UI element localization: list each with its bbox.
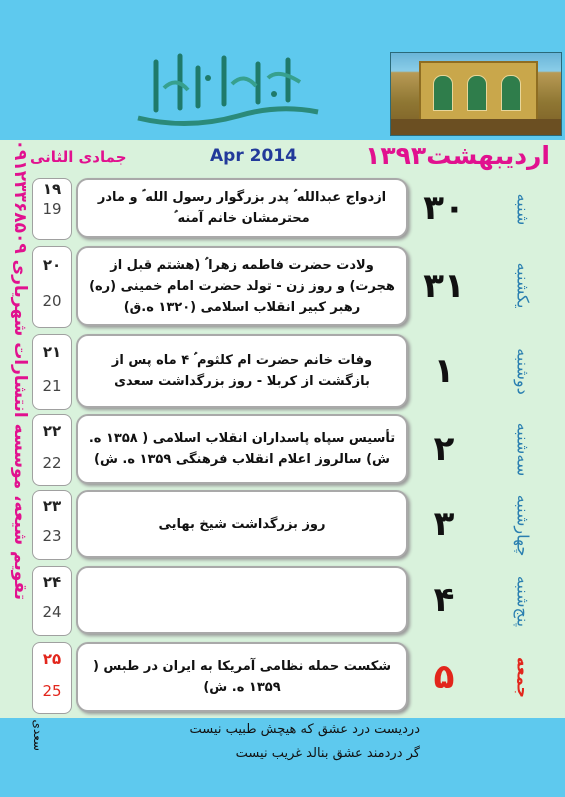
solar-month: اردیبهشت۱۳۹۳ (365, 141, 550, 170)
event-box: تأسیس سپاه پاسداران انقلاب اسلامی ( ۱۳۵۸ ه. ش) سالروز اعلام انقلاب فرهنگی ۱۳۵۹ ه. ش) (76, 414, 408, 484)
day-number: ۲ (433, 429, 455, 469)
event-box (76, 566, 408, 634)
calligraphy-emblem (128, 48, 328, 134)
hijri-date: ۲۰ (42, 256, 62, 274)
hijri-date: ۲۱ (42, 343, 62, 361)
greg-date: 24 (42, 603, 62, 621)
date-box (32, 566, 72, 636)
date-box (32, 178, 72, 240)
event-box: روز بزرگداشت شیخ بهایی (76, 490, 408, 558)
hijri-date: ۲۳ (42, 497, 62, 515)
event-box: ولادت حضرت فاطمه زهرا ؑ (هشتم قبل از هجرت) و روز زن - تولد حضرت امام خمینی (ره) رهبر کبیر انقلاب اسلامی (۱۳۲۰ ه.ق) (76, 246, 408, 326)
weekday-name: شنبه (513, 193, 533, 226)
greg-date: 21 (42, 377, 62, 395)
poem-line-2: گر دردمند عشق بنالد غریب نیست (235, 746, 420, 761)
publisher-side-text: تقویم شیعه، موسسه انتشارات شهریاری ۰۹۱۲۳۳۶۸۵۰۹ (10, 139, 30, 600)
day-number: ۳۰ (423, 188, 465, 228)
greg-date: 20 (42, 292, 62, 310)
weekday-name: دوشنبه (513, 348, 533, 395)
event-box: وفات خانم حضرت ام کلثوم ؑ ۴ ماه پس از بازگشت از کربلا - روز بزرگداشت سعدی (76, 334, 408, 408)
day-number: ۳۱ (423, 266, 465, 306)
weekday-name: یکشنبه (513, 262, 533, 309)
weekday-name: چهارشنبه (513, 494, 533, 557)
weekday-name: جمعه (513, 657, 533, 698)
poem-line-1: دردیست درد عشق که هیچش طبیب نیست (189, 722, 420, 737)
greg-date: 23 (42, 527, 62, 545)
hijri-date: ۲۵ (42, 650, 62, 668)
gregorian-month: Apr 2014 (210, 146, 297, 166)
weekday-name: سه‌شنبه (513, 422, 533, 477)
hijri-date: ۲۲ (42, 422, 62, 440)
hijri-date: ۲۴ (42, 573, 62, 591)
weekday-name: پنج‌شنبه (513, 575, 533, 628)
date-box (32, 414, 72, 486)
poet-name: سعدی (31, 719, 45, 751)
day-number: ۵ (433, 657, 455, 697)
shrine-arch (433, 75, 453, 111)
greg-date: 25 (42, 682, 62, 700)
date-box (32, 334, 72, 410)
shrine-photo (390, 52, 562, 136)
shrine-arch (501, 75, 521, 111)
date-box (32, 246, 72, 328)
shrine-arch (467, 75, 487, 111)
day-number: ۱ (433, 351, 455, 391)
day-number: ۳ (433, 504, 455, 544)
greg-date: 19 (42, 200, 62, 218)
day-number: ۴ (433, 580, 455, 620)
greg-date: 22 (42, 454, 62, 472)
hijri-month: جمادی الثانی (30, 148, 127, 166)
hijri-date: ۱۹ (42, 180, 62, 198)
date-box (32, 642, 72, 714)
event-box: شکست حمله نظامی آمریکا به ایران در طبس ( ۱۳۵۹ ه. ش) (76, 642, 408, 712)
shrine-base (391, 119, 561, 135)
date-box (32, 490, 72, 560)
event-box: ازدواج عبدالله ؑ پدر بزرگوار رسول الله ؐ و مادر محترمشان خانم آمنه ؑ (76, 178, 408, 238)
